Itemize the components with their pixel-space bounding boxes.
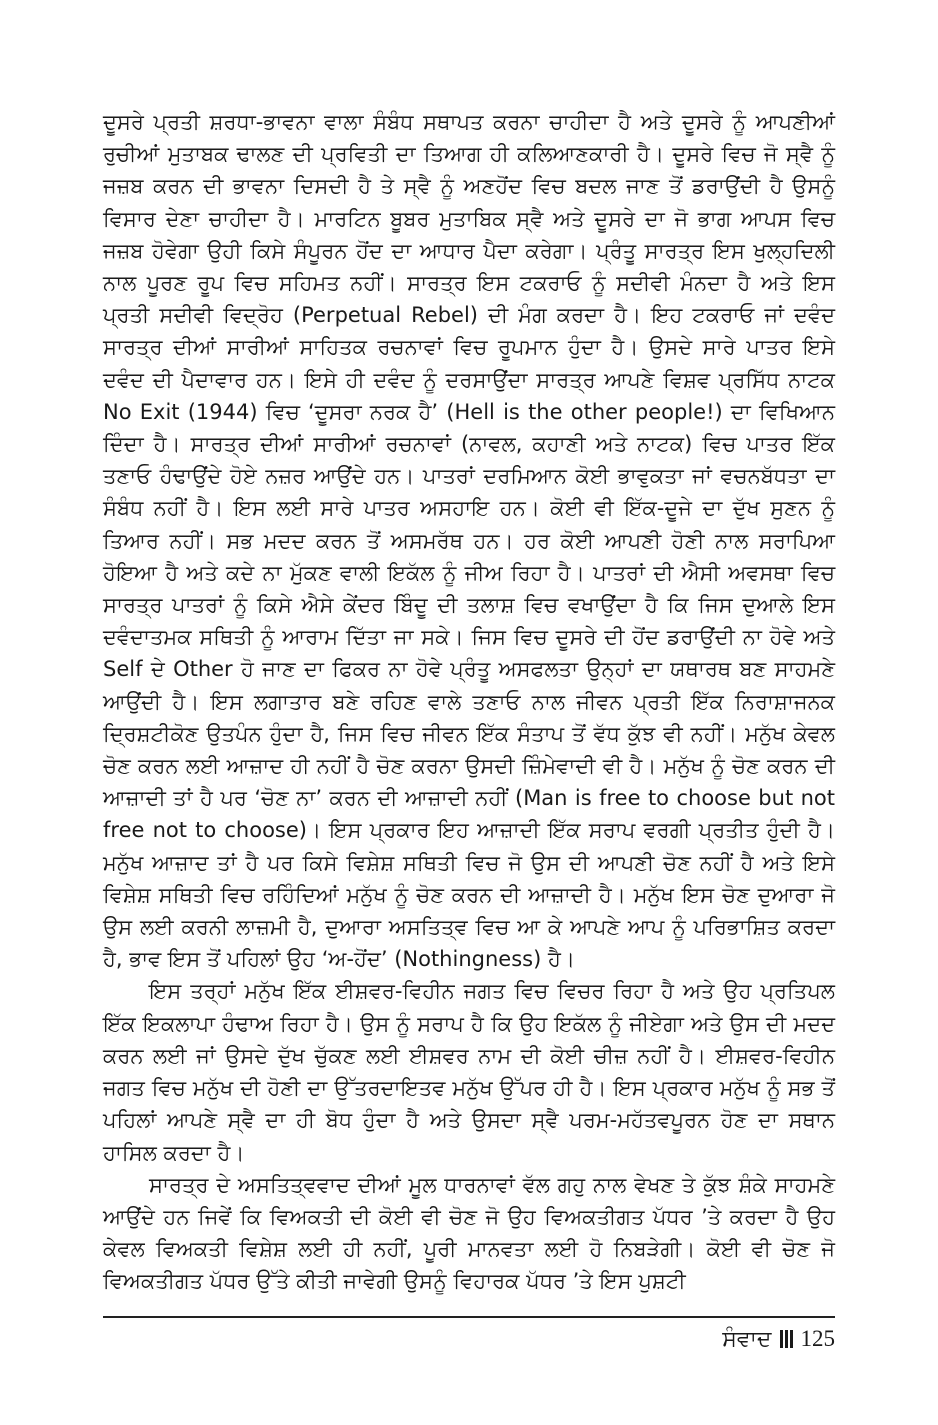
separator-bars-icon bbox=[780, 1330, 793, 1348]
journal-name: ਸੰਵਾਦ bbox=[722, 1326, 772, 1352]
page-footer bbox=[722, 1326, 835, 1352]
paragraph-2: ਇਸ ਤਰ੍ਹਾਂ ਮਨੁੱਖ ਇੱਕ ਈਸ਼ਵਰ-ਵਿਹੀਨ ਜਗਤ ਵਿਚ ਵਿਚਰ ਰਿਹਾ ਹੈ ਅਤੇ ਉਹ ਪ੍ਰਤਿਪਲ ਇੱਕ ਇਕਲਾਪਾ ਹੰਢਾਅ ਰਿਹਾ ਹੈ। ਉਸ ਨੂੰ ਸਰਾਪ ਹੈ ਕਿ ਉਹ ਇਕੱਲ ਨੂੰ ਜੀਏਗਾ ਅਤੇ ਉਸ ਦੀ ਮਦਦ ਕਰਨ ਲਈ ਜਾਂ ਉਸਦੇ ਦੁੱਖ ਚੁੱਕਣ ਲਈ ਈਸ਼ਵਰ ਨਾਮ ਦੀ ਕੋਈ ਚੀਜ਼ ਨਹੀਂ ਹੈ। ਈਸ਼ਵਰ-ਵਿਹੀਨ ਜਗਤ ਵਿਚ ਮਨੁੱਖ ਦੀ ਹੋਣੀ ਦਾ ਉੱਤਰਦਾਇਤਵ ਮਨੁੱਖ ਉੱਪਰ ਹੀ ਹੈ। ਇਸ ਪ੍ਰਕਾਰ ਮਨੁੱਖ ਨੂੰ ਸਭ ਤੋਂ ਪਹਿਲਾਂ ਆਪਣੇ ਸ੍ਵੈ ਦਾ ਹੀ ਬੋਧ ਹੁੰਦਾ ਹੈ ਅਤੇ ਉਸਦਾ ਸ੍ਵੈ ਪਰਮ-ਮਹੱਤਵਪੂਰਨ ਹੋਣ ਦਾ ਸਥਾਨ ਹਾਸਿਲ ਕਰਦਾ ਹੈ। bbox=[103, 979, 835, 1165]
page-body bbox=[103, 106, 835, 1298]
paragraph-3: ਸਾਰਤ੍ਰ ਦੇ ਅਸਤਿਤ੍ਵਵਾਦ ਦੀਆਂ ਮੂਲ ਧਾਰਨਾਵਾਂ ਵੱਲ ਗਹੁ ਨਾਲ ਵੇਖਣ ਤੇ ਕੁੱਝ ਸ਼ੰਕੇ ਸਾਹਮਣੇ ਆਉਂਦੇ ਹਨ ਜਿਵੇਂ ਕਿ ਵਿਅਕਤੀ ਦੀ ਕੋਈ ਵੀ ਚੋਣ ਜੋ ਉਹ ਵਿਅਕਤੀਗਤ ਪੱਧਰ ’ਤੇ ਕਰਦਾ ਹੈ ਉਹ ਕੇਵਲ ਵਿਅਕਤੀ ਵਿਸ਼ੇਸ਼ ਲਈ ਹੀ ਨਹੀਂ, ਪੂਰੀ ਮਾਨਵਤਾ ਲਈ ਹੋ ਨਿਬੜੇਗੀ। ਕੋਈ ਵੀ ਚੋਣ ਜੋ ਵਿਅਕਤੀਗਤ ਪੱਧਰ ਉੱਤੇ ਕੀਤੀ ਜਾਵੇਗੀ ਉਸਨੂੰ ਵਿਹਾਰਕ ਪੱਧਰ ’ਤੇ ਇਸ ਪੁਸ਼ਟੀ bbox=[103, 1172, 835, 1294]
footer-rule bbox=[103, 1316, 835, 1318]
paragraph-1: ਦੂਸਰੇ ਪ੍ਰਤੀ ਸ਼ਰਧਾ-ਭਾਵਨਾ ਵਾਲਾ ਸੰਬੰਧ ਸਥਾਪਤ ਕਰਨਾ ਚਾਹੀਦਾ ਹੈ ਅਤੇ ਦੂਸਰੇ ਨੂੰ ਆਪਣੀਆਂ ਰੁਚੀਆਂ ਮੁਤਾਬਕ ਢਾਲਣ ਦੀ ਪ੍ਰਵਿਤੀ ਦਾ ਤਿਆਗ ਹੀ ਕਲਿਆਣਕਾਰੀ ਹੈ। ਦੂਸਰੇ ਵਿਚ ਜੋ ਸ੍ਵੈ ਨੂੰ ਜਜ਼ਬ ਕਰਨ ਦੀ ਭਾਵਨਾ ਦਿਸਦੀ ਹੈ ਤੇ ਸ੍ਵੈ ਨੂੰ ਅਣਹੋਂਦ ਵਿਚ ਬਦਲ ਜਾਣ ਤੋਂ ਡਰਾਉਂਦੀ ਹੈ ਉਸਨੂੰ ਵਿਸਾਰ ਦੇਣਾ ਚਾਹੀਦਾ ਹੈ। ਮਾਰਟਿਨ ਬੂਬਰ ਮੁਤਾਬਿਕ ਸ੍ਵੈ ਅਤੇ ਦੂਸਰੇ ਦਾ ਜੋ ਭਾਗ ਆਪਸ ਵਿਚ ਜਜ਼ਬ ਹੋਵੇਗਾ ਉਹੀ ਕਿਸੇ ਸੰਪੂਰਨ ਹੋਂਦ ਦਾ ਆਧਾਰ ਪੈਦਾ ਕਰੇਗਾ। ਪ੍ਰੰਤੂ ਸਾਰਤ੍ਰ ਇਸ ਖੁਲ੍ਹਦਿਲੀ ਨਾਲ ਪੂਰਣ ਰੂਪ ਵਿਚ ਸਹਿਮਤ ਨਹੀਂ। ਸਾਰਤ੍ਰ ਇਸ ਟਕਰਾਓ ਨੂੰ ਸਦੀਵੀ ਮੰਨਦਾ ਹੈ ਅਤੇ ਇਸ ਪ੍ਰਤੀ ਸਦੀਵੀ ਵਿਦ੍ਰੋਹ (Perpetual Rebel) ਦੀ ਮੰਗ ਕਰਦਾ ਹੈ। ਇਹ ਟਕਰਾਓ ਜਾਂ ਦਵੰਦ ਸਾਰਤ੍ਰ ਦੀਆਂ ਸਾਰੀਆਂ ਸਾਹਿਤਕ ਰਚਨਾਵਾਂ ਵਿਚ ਰੂਪਮਾਨ ਹੁੰਦਾ ਹੈ। ਉਸਦੇ ਸਾਰੇ ਪਾਤਰ ਇਸੇ ਦਵੰਦ ਦੀ ਪੈਦਾਵਾਰ ਹਨ। ਇਸੇ ਹੀ ਦਵੰਦ ਨੂੰ ਦਰਸਾਉਂਦਾ ਸਾਰਤ੍ਰ ਆਪਣੇ ਵਿਸ਼ਵ ਪ੍ਰਸਿੱਧ ਨਾਟਕ No Exit (1944) ਵਿਚ ‘ਦੂਸਰਾ ਨਰਕ ਹੈ’ (Hell is the other people!) ਦਾ ਵਿਖਿਆਨ ਦਿੰਦਾ ਹੈ। ਸਾਰਤ੍ਰ ਦੀਆਂ ਸਾਰੀਆਂ ਰਚਨਾਵਾਂ (ਨਾਵਲ, ਕਹਾਣੀ ਅਤੇ ਨਾਟਕ) ਵਿਚ ਪਾਤਰ ਇੱਕ ਤਣਾਓ ਹੰਢਾਉਂਦੇ ਹੋਏ ਨਜ਼ਰ ਆਉਂਦੇ ਹਨ। ਪਾਤਰਾਂ ਦਰਮਿਆਨ ਕੋਈ ਭਾਵੁਕਤਾ ਜਾਂ ਵਚਨਬੱਧਤਾ ਦਾ ਸੰਬੰਧ ਨਹੀਂ ਹੈ। ਇਸ ਲਈ ਸਾਰੇ ਪਾਤਰ ਅਸਹਾਇ ਹਨ। ਕੋਈ ਵੀ ਇੱਕ-ਦੂਜੇ ਦਾ ਦੁੱਖ ਸੁਣਨ ਨੂੰ ਤਿਆਰ ਨਹੀਂ। ਸਭ ਮਦਦ ਕਰਨ ਤੋਂ ਅਸਮਰੱਥ ਹਨ। ਹਰ ਕੋਈ ਆਪਣੀ ਹੋਣੀ ਨਾਲ ਸਰਾਪਿਆ ਹੋਇਆ ਹੈ ਅਤੇ ਕਦੇ ਨਾ ਮੁੱਕਣ ਵਾਲੀ ਇਕੱਲ ਨੂੰ ਜੀਅ ਰਿਹਾ ਹੈ। ਪਾਤਰਾਂ ਦੀ ਐਸੀ ਅਵਸਥਾ ਵਿਚ ਸਾਰਤ੍ਰ ਪਾਤਰਾਂ ਨੂੰ ਕਿਸੇ ਐਸੇ ਕੇਂਦਰ ਬਿੰਦੂ ਦੀ ਤਲਾਸ਼ ਵਿਚ ਵਖਾਉਂਦਾ ਹੈ ਕਿ ਜਿਸ ਦੁਆਲੇ ਇਸ ਦਵੰਦਾਤਮਕ ਸਥਿਤੀ ਨੂੰ ਆਰਾਮ ਦਿੱਤਾ ਜਾ ਸਕੇ। ਜਿਸ ਵਿਚ ਦੂਸਰੇ ਦੀ ਹੋਂਦ ਡਰਾਉਂਦੀ ਨਾ ਹੋਵੇ ਅਤੇ Self ਦੇ Other ਹੋ ਜਾਣ ਦਾ ਫਿਕਰ ਨਾ ਹੋਵੇ ਪ੍ਰੰਤੂ ਅਸਫਲਤਾ ਉਨ੍ਹਾਂ ਦਾ ਯਥਾਰਥ ਬਣ ਸਾਹਮਣੇ ਆਉਂਦੀ ਹੈ। ਇਸ ਲਗਾਤਾਰ ਬਣੇ ਰਹਿਣ ਵਾਲੇ ਤਣਾਓ ਨਾਲ ਜੀਵਨ ਪ੍ਰਤੀ ਇੱਕ ਨਿਰਾਸ਼ਾਜਨਕ ਦ੍ਰਿਸ਼ਟੀਕੋਣ ਉਤਪੰਨ ਹੁੰਦਾ ਹੈ, ਜਿਸ ਵਿਚ ਜੀਵਨ ਇੱਕ ਸੰਤਾਪ ਤੋਂ ਵੱਧ ਕੁੱਝ ਵੀ ਨਹੀਂ। ਮਨੁੱਖ ਕੇਵਲ ਚੋਣ ਕਰਨ ਲਈ ਆਜ਼ਾਦ ਹੀ ਨਹੀਂ ਹੈ ਚੋਣ ਕਰਨਾ ਉਸਦੀ ਜ਼ਿੰਮੇਵਾਦੀ ਵੀ ਹੈ। ਮਨੁੱਖ ਨੂੰ ਚੋਣ ਕਰਨ ਦੀ ਆਜ਼ਾਦੀ ਤਾਂ ਹੈ ਪਰ ‘ਚੋਣ ਨਾ’ ਕਰਨ ਦੀ ਆਜ਼ਾਦੀ ਨਹੀਂ (Man is free to choose but not free not to choose)। ਇਸ ਪ੍ਰਕਾਰ ਇਹ ਆਜ਼ਾਦੀ ਇੱਕ ਸਰਾਪ ਵਰਗੀ ਪ੍ਰਤੀਤ ਹੁੰਦੀ ਹੈ। ਮਨੁੱਖ ਆਜ਼ਾਦ ਤਾਂ ਹੈ ਪਰ ਕਿਸੇ ਵਿਸ਼ੇਸ਼ ਸਥਿਤੀ ਵਿਚ ਜੋ ਉਸ ਦੀ ਆਪਣੀ ਚੋਣ ਨਹੀਂ ਹੈ ਅਤੇ ਇਸੇ ਵਿਸ਼ੇਸ਼ ਸਥਿਤੀ ਵਿਚ ਰਹਿੰਦਿਆਂ ਮਨੁੱਖ ਨੂੰ ਚੋਣ ਕਰਨ ਦੀ ਆਜ਼ਾਦੀ ਹੈ। ਮਨੁੱਖ ਇਸ ਚੋਣ ਦੁਆਰਾ ਜੋ ਉਸ ਲਈ ਕਰਨੀ ਲਾਜ਼ਮੀ ਹੈ, ਦੁਆਰਾ ਅਸਤਿਤ੍ਵ ਵਿਚ ਆ ਕੇ ਆਪਣੇ ਆਪ ਨੂੰ ਪਰਿਭਾਸ਼ਿਤ ਕਰਦਾ ਹੈ, ਭਾਵ ਇਸ ਤੋਂ ਪਹਿਲਾਂ ਉਹ ‘ਅ-ਹੋਂਦ’ (Nothingness) ਹੈ। bbox=[103, 110, 835, 972]
page-number: 125 bbox=[800, 1326, 835, 1351]
